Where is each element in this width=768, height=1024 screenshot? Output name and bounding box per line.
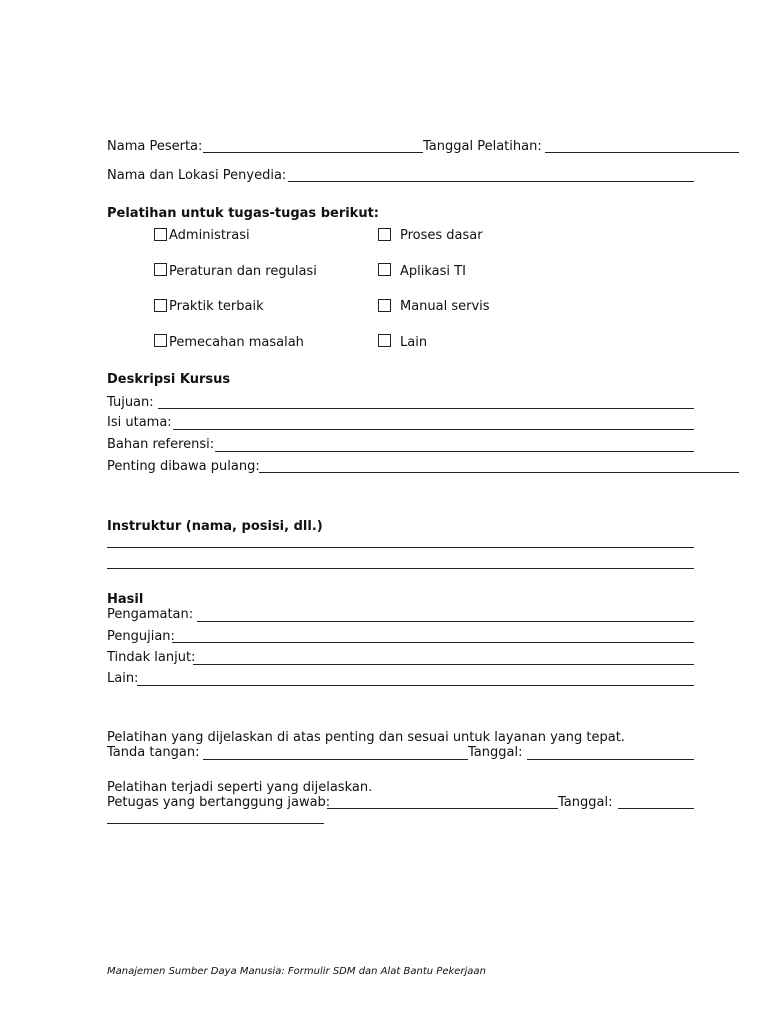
page-footer: Manajemen Sumber Daya Manusia: Formulir SDM dan Alat Bantu Pekerjaan — [107, 966, 486, 977]
tanda-tangan-label: Tanda tangan: — [107, 745, 200, 760]
bahan-referensi-label: Bahan referensi: — [107, 437, 215, 452]
tanda-tangan-field[interactable] — [203, 759, 468, 760]
penyedia-field[interactable] — [288, 181, 694, 182]
petugas-label: Petugas yang bertanggung jawab: — [107, 795, 331, 810]
penyedia-label: Nama dan Lokasi Penyedia: — [107, 168, 287, 183]
checkbox-label-proses-dasar: Proses dasar — [400, 228, 483, 243]
bahan-referensi-field[interactable] — [215, 451, 694, 452]
tanggal-pelatihan-label: Tanggal Pelatihan: — [423, 139, 542, 154]
tanggal-field-1[interactable] — [527, 759, 694, 760]
tanggal-label-2: Tanggal: — [558, 795, 613, 810]
pengamatan-field[interactable] — [197, 621, 694, 622]
petugas-field[interactable] — [327, 808, 558, 809]
tanggal-pelatihan-field[interactable] — [545, 152, 739, 153]
results-heading: Hasil — [107, 592, 144, 607]
checkbox-label-pemecahan: Pemecahan masalah — [169, 335, 304, 350]
checkbox-proses-dasar[interactable] — [378, 228, 391, 241]
tindak-lanjut-label: Tindak lanjut: — [107, 650, 196, 665]
lain-label: Lain: — [107, 671, 139, 686]
checkbox-label-praktik: Praktik terbaik — [169, 299, 264, 314]
nama-peserta-field[interactable] — [203, 152, 423, 153]
pengamatan-label: Pengamatan: — [107, 607, 194, 622]
checkbox-label-peraturan: Peraturan dan regulasi — [169, 264, 317, 279]
checkbox-manual-servis[interactable] — [378, 299, 391, 312]
tujuan-label: Tujuan: — [107, 395, 154, 410]
checkbox-administrasi[interactable] — [154, 228, 167, 241]
lain-field[interactable] — [137, 685, 694, 686]
checkbox-label-administrasi: Administrasi — [169, 228, 250, 243]
tasks-heading: Pelatihan untuk tugas-tugas berikut: — [107, 206, 379, 221]
checkbox-pemecahan[interactable] — [154, 334, 167, 347]
checkbox-lain[interactable] — [378, 334, 391, 347]
checkbox-label-manual-servis: Manual servis — [400, 299, 490, 314]
penting-field[interactable] — [259, 472, 739, 473]
isi-utama-label: Isi utama: — [107, 415, 172, 430]
checkbox-peraturan[interactable] — [154, 263, 167, 276]
petugas-field-continued[interactable] — [107, 823, 324, 824]
instructor-heading: Instruktur (nama, posisi, dll.) — [107, 519, 323, 534]
tujuan-field[interactable] — [158, 408, 694, 409]
penting-label: Penting dibawa pulang: — [107, 459, 260, 474]
instructor-line-1[interactable] — [107, 547, 694, 548]
statement-1: Pelatihan yang dijelaskan di atas penting dan sesuai untuk layanan yang tepat. — [107, 730, 625, 745]
statement-2: Pelatihan terjadi seperti yang dijelaskan. — [107, 780, 373, 795]
pengujian-label: Pengujian: — [107, 629, 175, 644]
checkbox-label-lain: Lain — [400, 335, 428, 350]
checkbox-aplikasi-ti[interactable] — [378, 263, 391, 276]
pengujian-field[interactable] — [172, 642, 694, 643]
tanggal-label-1: Tanggal: — [468, 745, 523, 760]
course-heading: Deskripsi Kursus — [107, 372, 231, 387]
isi-utama-field[interactable] — [173, 429, 694, 430]
tanggal-field-2[interactable] — [618, 808, 694, 809]
tindak-lanjut-field[interactable] — [193, 664, 694, 665]
checkbox-label-aplikasi-ti: Aplikasi TI — [400, 264, 466, 279]
checkbox-praktik[interactable] — [154, 299, 167, 312]
instructor-line-2[interactable] — [107, 568, 694, 569]
nama-peserta-label: Nama Peserta: — [107, 139, 203, 154]
